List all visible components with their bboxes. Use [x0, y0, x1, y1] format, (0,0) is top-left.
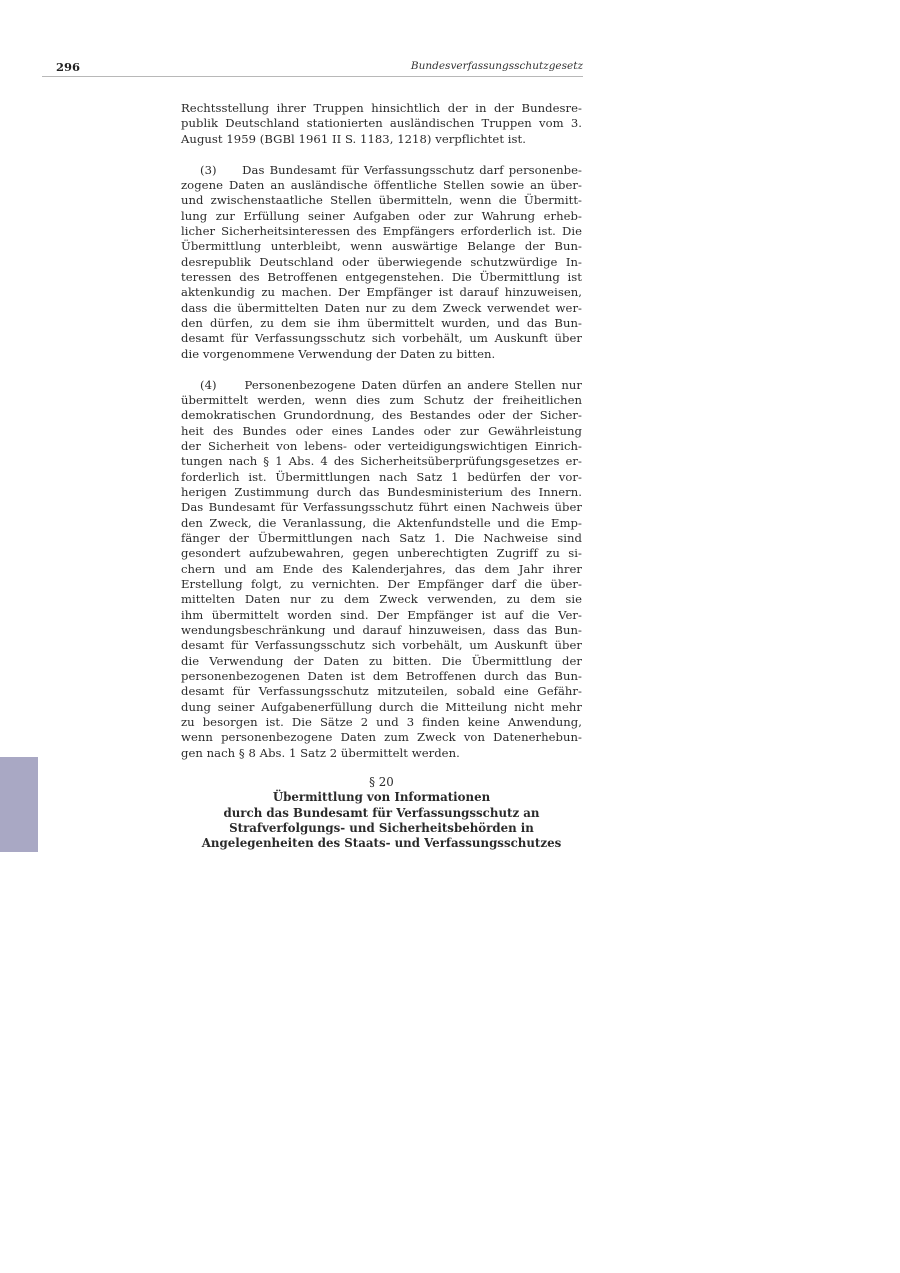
text-line: aktenkundig zu machen. Der Empfänger ist darauf hinzuweisen, [181, 285, 582, 300]
section-title-line: Strafverfolgungs- und Sicherheitsbehörden in [229, 820, 534, 835]
paragraph-gap [181, 362, 582, 378]
paragraph-gap [181, 147, 582, 163]
paragraph-continuation [181, 101, 582, 147]
paragraph-3 [181, 163, 582, 362]
text-line: und zwischenstaatliche Stellen übermitteln, wenn die Übermitt- [181, 193, 582, 208]
text-line: der Sicherheit von lebens- oder verteidigungswichtigen Einrich- [181, 438, 582, 453]
text-line: fänger der Übermittlungen nach Satz 1. Die Nachweise sind [181, 530, 582, 545]
text-line: dass die übermittelten Daten nur zu dem Zweck verwendet wer- [181, 300, 582, 315]
text-line: publik Deutschland stationierten ausländischen Truppen vom 3. [181, 116, 582, 131]
page-body [181, 101, 582, 851]
text-line: tungen nach § 1 Abs. 4 des Sicherheitsüberprüfungsgesetzes er- [181, 454, 582, 469]
text-line: übermittelt werden, wenn dies zum Schutz der freiheitlichen [181, 392, 582, 407]
text-line: gen nach § 8 Abs. 1 Satz 2 übermittelt werden. [181, 745, 460, 760]
text-line: den Zweck, die Veranlassung, die Aktenfundstelle und die Emp- [181, 515, 582, 530]
text-line: demokratischen Grundordnung, des Bestandes oder der Sicher- [181, 408, 582, 423]
text-line: chern und am Ende des Kalenderjahres, das dem Jahr ihrer [181, 561, 582, 576]
page-header [42, 58, 583, 77]
text-line: Übermittlung unterbleibt, wenn auswärtige Belange der Bun- [181, 239, 582, 254]
text-line: Erstellung folgt, zu vernichten. Der Empfänger darf die über- [181, 576, 582, 591]
text-line: zu besorgen ist. Die Sätze 2 und 3 finden keine Anwendung, [181, 715, 582, 730]
text-line: gesondert aufzubewahren, gegen unberechtigten Zugriff zu si- [181, 546, 582, 561]
text-line: lung zur Erfüllung seiner Aufgaben oder zur Wahrung erheb- [181, 208, 582, 223]
page-number: 296 [56, 60, 81, 74]
text-line: desamt für Verfassungsschutz sich vorbehält, um Auskunft über [181, 331, 582, 346]
text-line: die Verwendung der Daten zu bitten. Die Übermittlung der [181, 653, 582, 668]
text-line: (4) Personenbezogene Daten dürfen an andere Stellen nur [200, 377, 582, 392]
running-title: Bundesverfassungsschutzgesetz [410, 60, 583, 72]
text-line: mittelten Daten nur zu dem Zweck verwenden, zu dem sie [181, 592, 582, 607]
text-line: wenn personenbezogene Daten zum Zweck von Datenerhebun- [181, 730, 582, 745]
text-line: desrepublik Deutschland oder überwiegende schutzwürdige In- [181, 254, 582, 269]
text-line: August 1959 (BGBl 1961 II S. 1183, 1218) verpflichtet ist. [181, 131, 526, 146]
thumb-index-tab [0, 757, 38, 852]
text-line: teressen des Betroffenen entgegenstehen. Die Übermittlung ist [181, 269, 582, 284]
text-line: ihm übermittelt worden sind. Der Empfänger ist auf die Ver- [181, 607, 582, 622]
text-line: forderlich ist. Übermittlungen nach Satz 1 bedürfen der vor- [181, 469, 582, 484]
text-line: die vorgenommene Verwendung der Daten zu bitten. [181, 346, 496, 361]
paragraph-4 [181, 378, 582, 762]
text-line: zogene Daten an ausländische öffentliche Stellen sowie an über- [181, 177, 582, 192]
text-line: personenbezogenen Daten ist dem Betroffenen durch das Bun- [181, 669, 582, 684]
text-line: den dürfen, zu dem sie ihm übermittelt wurden, und das Bun- [181, 315, 582, 330]
text-line: dung seiner Aufgabenerfüllung durch die Mitteilung nicht mehr [181, 699, 582, 714]
text-line: Rechtsstellung ihrer Truppen hinsichtlich der in der Bundesre- [181, 101, 582, 115]
text-line: wendungsbeschränkung und darauf hinzuweisen, dass das Bun- [181, 623, 582, 637]
text-line: herigen Zustimmung durch das Bundesministerium des Innern. [181, 484, 582, 499]
section-number: § 20 [369, 775, 394, 790]
text-line: Das Bundesamt für Verfassungsschutz führt einen Nachweis über [181, 500, 582, 515]
text-line: (3) Das Bundesamt für Verfassungsschutz darf personenbe- [200, 162, 582, 177]
text-line: licher Sicherheitsinteressen des Empfängers erforderlich ist. Die [181, 223, 582, 238]
section-title-line: Übermittlung von Informationen [272, 790, 491, 805]
text-line: desamt für Verfassungsschutz sich vorbehält, um Auskunft über [181, 638, 582, 653]
text-line: heit des Bundes oder eines Landes oder zur Gewährleistung [181, 423, 582, 438]
section-title-line: Angelegenheiten des Staats- und Verfassungsschutzes [201, 835, 562, 850]
section-title-line: durch das Bundesamt für Verfassungsschutz an [223, 805, 540, 820]
section-heading [181, 775, 582, 851]
text-line: desamt für Verfassungsschutz mitzuteilen, sobald eine Gefähr- [181, 684, 582, 699]
